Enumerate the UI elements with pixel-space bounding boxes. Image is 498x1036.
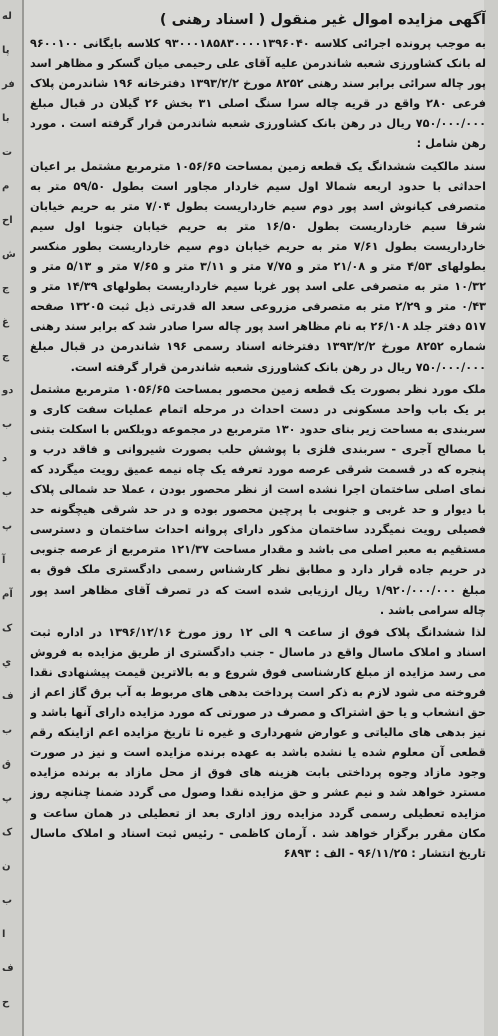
adjacent-column-fragment: آ	[2, 555, 6, 566]
adjacent-column-fragment: ب	[2, 487, 13, 498]
adjacent-column-fragment: با	[2, 113, 10, 124]
auction-terms-paragraph: لذا ششدانگ پلاک فوق از ساعت ۹ الی ۱۲ روز مورخ ۱۳۹۶/۱۲/۱۶ در اداره ثبت اسناد و املاک ماسال واقع در ماسال - جنب دادگستری از طریق مزایده به فروش می رسد مزایده از مبلغ کارشناسی فوق شروع و به بالاترین قیمت پیشنهادی نقدا فروخته می شود لازم به ذکر است پرداخت بدهی های مربوط به آب برق گاز اعم از حق انشعاب و یا حق اشتراک و مصرف در صورتی که مورد مزایده دارای آنها باشد و نیز بدهی های مالیاتی و عوارض شهرداری و غیره تا تاریخ مزایده اعم ازاینکه رقم قطعی آن معلوم شده یا نشده باشد به عهده برنده مزایده است و نیز در صورت وجود مازاد وجوه پرداختی بابت هزینه های فوق از محل مازاد به برنده مزایده مسترد خواهد شد و نیم عشر و حق مزایده نقدا وصول می گردد ضمنا چنانچه روز مزایده تعطیلی رسمی گردد مزایده روز اداری بعد از تعطیلی در همان ساعت و مکان مقرر برگزار خواهد شد . آرمان کاظمی - رئیس ثبت اسناد و املاک ماسال تاریخ انتشار : ۹۶/۱۱/۲۵ - الف : ۶۸۹۳	[30, 625, 486, 860]
adjacent-column-fragment: د	[2, 453, 8, 464]
adjacent-column-fragment: ب	[2, 725, 13, 736]
adjacent-column-fragment: م	[2, 181, 10, 192]
adjacent-column-fragment: فر	[2, 79, 15, 90]
auction-notice	[30, 8, 486, 1028]
adjacent-column-fragment: ح	[2, 997, 10, 1008]
adjacent-column-fragment: ش	[2, 249, 16, 260]
adjacent-column-fragment: آم	[2, 589, 13, 600]
adjacent-column-fragment: ب	[2, 419, 13, 430]
adjacent-column-fragment: له	[2, 11, 12, 22]
adjacent-column-fragment: اح	[2, 215, 13, 226]
notice-intro-paragraph: به موجب پرونده اجرائی کلاسه ۹۳۰۰۰۱۸۵۸۳۰۰۰۰۱۳۹۶۰۴۰ کلاسه بایگانی ۹۶۰۰۱۰۰ له بانک کشاورزی شعبه شاندرمن علیه آقای علی رحیمی میان گسکر و مظاهر اسد پور چاله سرائی برابر سند رهنی ۸۲۵۲ مورخ ۱۳۹۳/۲/۲ دفترخانه ۱۹۶ شاندرمن پلاک فرعی ۲۸۰ واقع در قریه چاله سرا سنگ اصلی ۳۱ بخش ۲۶ گیلان در قبال مبلغ ۷۵۰/۰۰۰/۰۰۰ ریال در رهن بانک کشاورزی شعبه شاندرمن قرار گرفته است . مورد رهن شامل :	[30, 37, 486, 151]
adjacent-column-fragment: ي	[2, 657, 12, 668]
adjacent-column-fragment: ت	[2, 147, 13, 158]
adjacent-column-fragment: ف	[2, 691, 14, 702]
adjacent-column-fragment: ک	[2, 827, 13, 838]
adjacent-column-fragment: ب	[2, 895, 13, 906]
property-deed-paragraph: سند مالکیت ششدانگ یک قطعه زمین بمساحت ۱۰۵۶/۶۵ مترمربع مشتمل بر اعیان احداثی با حدود اربعه شمالا اول سیم خاردار مجاور است بطول ۵۹/۵۰ متر به متصرفی کیانوش اسد پور دوم سیم خارداریست بطول ۷/۰۴ متر به حریم خیابان شرقا سیم خارداریست بطول ۱۶/۵۰ متر به حریم خیابان جنوبا اول سیم خارداریست بطول ۷/۶۱ متر به حریم خیابان دوم سیم خارداریست بطور منکسر بطولهای ۴/۵۳ متر و ۲۱/۰۸ متر و ۷/۷۵ متر و ۳/۱۱ متر و ۷/۶۵ متر و ۵/۱۳ متر و ۱۰/۳۲ متر به متصرفی علی اسد پور غربا سیم خارداریست بطولهای ۱۴/۳۹ متر و ۰/۴۳ متر و ۲/۲۹ متر به متصرفی مزروعی سعد اله قدرتی ذیل ثبت ۱۳۲۰۵ صفحه ۵۱۷ دفتر جلد ۲۶/۱۰۸ به نام مظاهر اسد پور چاله سرا صادر شد که برابر سند رهنی شماره ۸۲۵۲ مورخ ۱۳۹۳/۲/۲ دفترخانه اسناد رسمی ۱۹۶ شاندرمن در قبال مبلغ ۷۵۰/۰۰۰/۰۰۰ ریال در رهن بانک کشاورزی شعبه شاندرمن قرار گرفته است.	[30, 159, 486, 374]
adjacent-column-fragment: دو	[2, 385, 14, 396]
adjacent-column-fragment: ق	[2, 759, 11, 770]
adjacent-column-fragment: پا	[2, 45, 10, 56]
adjacent-column-strip	[0, 0, 24, 1036]
adjacent-column-fragment: ک	[2, 623, 13, 634]
right-margin-strip	[484, 0, 498, 1036]
adjacent-column-fragment: ج	[2, 351, 10, 362]
property-description-paragraph: ملک مورد نظر بصورت یک قطعه زمین محصور بمساحت ۱۰۵۶/۶۵ مترمربع مشتمل بر یک باب واحد مسکونی در دست احداث در مرحله اتمام عملیات سفت کاری و سربندی به مساحت زیر بنای حدود ۱۳۰ مترمربع در مجموعه دوبلکس با اسکلت بتنی با مصالح آجری - سربندی فلزی با پوشش حلب بصورت شیروانی و فاقد درب و پنجره که در قسمت شرقی عرصه مورد تعرفه یک چاه نیمه عمیق رویت میگردد که نمای اصلی ساختمان اجرا نشده است از نظر محصور بودن ، عملا حد شمالی پلاک با دیوار و حد غربی و جنوبی با پرچین محصور بوده و در حد شرقی هیچگونه حد فصیلی رویت نمیگردد ساختمان مذکور دارای پروانه احداث ساختمان و دسترسی مستقیم به معبر اصلی می باشد و مقدار مساحت ۱۲۱/۳۷ مترمربع از عرصه جنوبی در حریم جاده قرار دارد و مطابق نظر کارشناس رسمی دادگستری ملک فوق به مبلغ ۱/۹۲۰/۰۰۰/۰۰۰ ریال ارزیابی شده است که در تصرف آقای مظاهر اسد پور چاله سرامی باشد .	[30, 382, 486, 617]
adjacent-column-fragment: پ	[2, 521, 13, 532]
adjacent-column-fragment: ج	[2, 283, 10, 294]
notice-title: آگهی مزایده اموال غیر منقول ( اسناد رهنی )	[159, 12, 486, 28]
adjacent-column-fragment: ا	[2, 929, 6, 940]
adjacent-column-fragment: ن	[2, 861, 11, 872]
adjacent-column-fragment: غ	[2, 317, 9, 328]
adjacent-column-fragment: پ	[2, 793, 13, 804]
adjacent-column-fragment: ف	[2, 963, 14, 974]
